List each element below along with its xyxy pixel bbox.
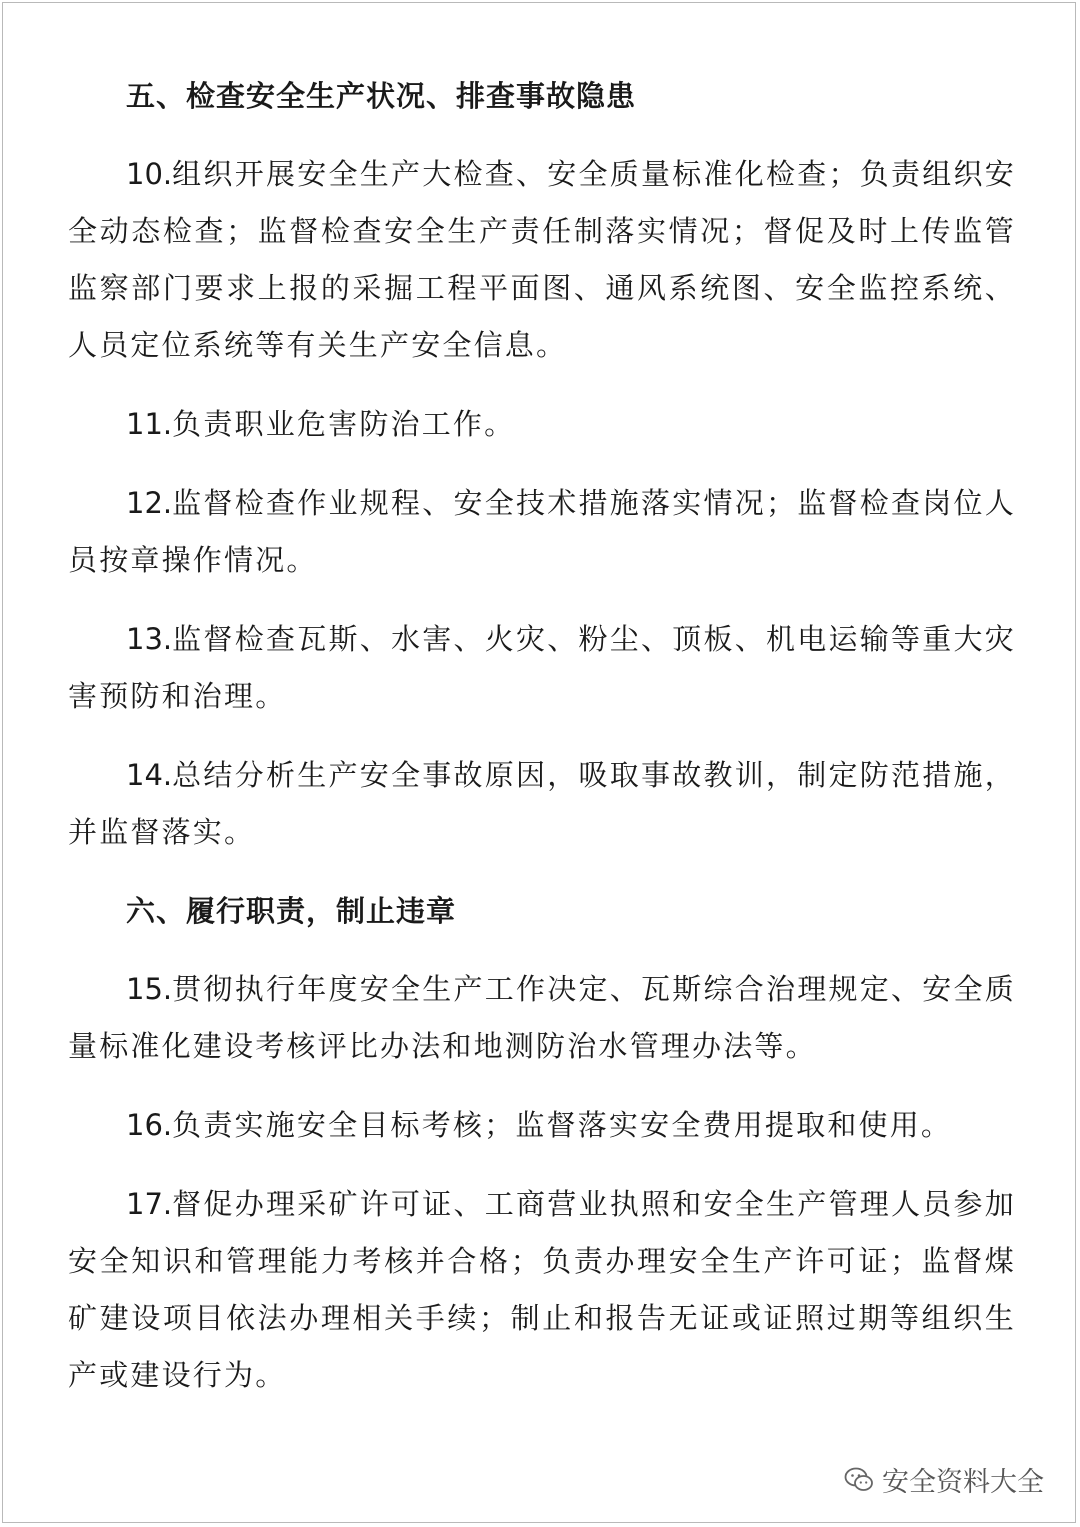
item-number: 10. xyxy=(126,157,173,191)
list-item-12 xyxy=(68,475,1016,589)
item-text: 负责职业危害防治工作。 xyxy=(172,407,516,441)
item-number: 13. xyxy=(126,622,173,656)
wechat-icon xyxy=(844,1467,874,1493)
item-text: 负责实施安全目标考核；监督落实安全费用提取和使用。 xyxy=(172,1108,953,1142)
item-number: 14. xyxy=(126,758,173,792)
item-number: 12. xyxy=(126,486,173,520)
item-number: 16. xyxy=(126,1108,173,1142)
list-item-15 xyxy=(68,961,1016,1075)
list-item-14 xyxy=(68,747,1016,861)
list-item-13 xyxy=(68,611,1016,725)
watermark xyxy=(844,1460,1044,1499)
list-item-16 xyxy=(68,1097,1016,1154)
section-heading-6: 六、履行职责，制止违章 xyxy=(126,894,457,928)
item-number: 15. xyxy=(126,972,173,1006)
list-item-11 xyxy=(68,396,1016,453)
section-heading-5: 五、检查安全生产状况、排查事故隐患 xyxy=(126,79,637,113)
item-number: 17. xyxy=(126,1187,173,1221)
watermark-label: 安全资料大全 xyxy=(882,1467,1044,1498)
list-item-17 xyxy=(68,1176,1016,1404)
item-text: 贯彻执行年度安全生产工作决定、瓦斯综合治理规定、安全质量标准化建设考核评比办法和地测防治水管理办法等。 xyxy=(68,972,1016,1063)
item-text: 总结分析生产安全事故原因，吸取事故教训，制定防范措施，并监督落实。 xyxy=(68,758,1016,849)
item-text: 监督检查瓦斯、水害、火灾、粉尘、顶板、机电运输等重大灾害预防和治理。 xyxy=(68,622,1016,713)
item-number: 11. xyxy=(126,407,173,441)
item-text: 监督检查作业规程、安全技术措施落实情况；监督检查岗位人员按章操作情况。 xyxy=(68,486,1016,577)
list-item-10 xyxy=(68,146,1016,374)
item-text: 组织开展安全生产大检查、安全质量标准化检查；负责组织安全动态检查；监督检查安全生产责任制落实情况；督促及时上传监管监察部门要求上报的采掘工程平面图、通风系统图、安全监控系统、人员定位系统等有关生产安全信息。 xyxy=(68,157,1016,362)
item-text: 督促办理采矿许可证、工商营业执照和安全生产管理人员参加安全知识和管理能力考核并合格；负责办理安全生产许可证；监督煤矿建设项目依法办理相关手续；制止和报告无证或证照过期等组织生产或建设行为。 xyxy=(68,1187,1016,1392)
document-body xyxy=(68,68,1016,1426)
